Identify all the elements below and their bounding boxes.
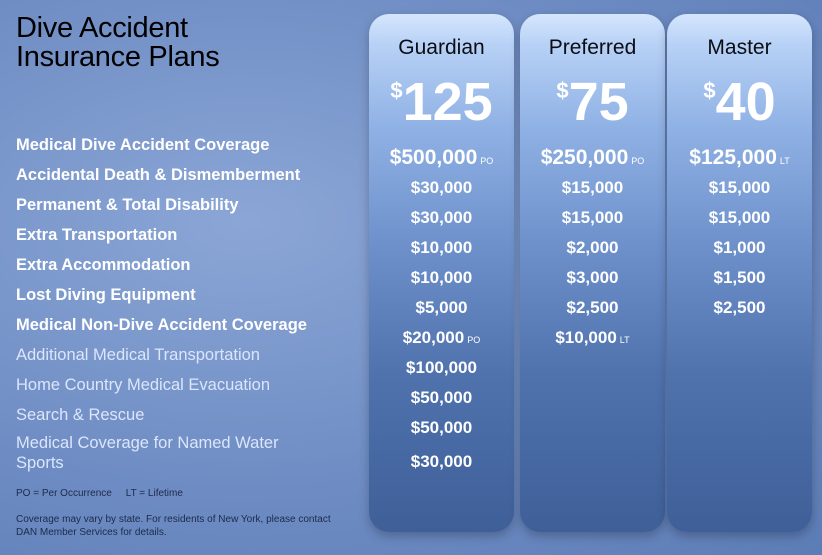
price-amount: 125 [402, 72, 493, 132]
plan-value: $10,000 [410, 268, 473, 287]
plan-column-guardian [369, 14, 514, 532]
coverage-tag: LT [619, 335, 630, 345]
plan-price [520, 74, 665, 130]
plan-name: Master [707, 36, 772, 59]
row-label-extra-accommodation: Extra Accommodation [16, 256, 191, 274]
plan-value-row-5 [520, 298, 665, 318]
plan-value: $250,000 [540, 146, 629, 169]
plan-value: $2,000 [566, 238, 619, 257]
row-label-non-dive: Medical Non-Dive Accident Coverage [16, 316, 307, 334]
title-line-1: Dive Accident [16, 12, 188, 44]
plan-value-row-3 [369, 238, 514, 258]
plan-value-row-4 [667, 268, 812, 288]
price-currency: $ [556, 78, 569, 103]
plan-value: $1,500 [713, 268, 766, 287]
plan-value: $50,000 [410, 388, 473, 407]
plan-value-row-5 [369, 298, 514, 318]
coverage-tag: PO [480, 156, 494, 166]
plan-value-row-3 [667, 238, 812, 258]
plan-value: $15,000 [561, 208, 624, 227]
price-amount: 75 [568, 72, 629, 132]
plan-value: $1,000 [713, 238, 766, 257]
plan-column-preferred [520, 14, 665, 532]
row-label-accidental-death: Accidental Death & Dismemberment [16, 166, 301, 184]
plan-value-row-5 [667, 298, 812, 318]
plan-value-row-6 [520, 328, 665, 348]
plan-name: Preferred [548, 36, 637, 59]
coverage-note: Coverage may vary by state. For residents of New York, please contact DAN Member Services for details. [16, 514, 331, 538]
row-label-lost-equipment: Lost Diving Equipment [16, 286, 196, 304]
plan-value: $15,000 [708, 178, 771, 197]
plan-value-row-9 [369, 418, 514, 438]
price-amount: 40 [715, 72, 776, 132]
plan-price [667, 74, 812, 130]
plan-value-row-2 [520, 208, 665, 228]
plan-value-row-1 [369, 178, 514, 198]
coverage-tag: PO [467, 335, 481, 345]
plan-value: $20,000 [402, 328, 465, 347]
plan-value: $15,000 [708, 208, 771, 227]
plan-value-row-8 [369, 388, 514, 408]
legend: PO = Per Occurrence LT = Lifetime [16, 488, 183, 499]
price-currency: $ [703, 78, 716, 103]
row-label-medical-dive: Medical Dive Accident Coverage [16, 136, 270, 154]
plan-value-row-4 [369, 268, 514, 288]
plan-value-row-0 [667, 146, 812, 170]
plan-value-row-2 [667, 208, 812, 228]
plan-value: $50,000 [410, 418, 473, 437]
coverage-tag: PO [631, 156, 645, 166]
plan-value: $2,500 [566, 298, 619, 317]
plan-value-row-0 [520, 146, 665, 170]
plan-value: $30,000 [410, 208, 473, 227]
plan-name: Guardian [398, 36, 485, 59]
plan-value-row-6 [369, 328, 514, 348]
plan-value: $500,000 [389, 146, 478, 169]
price-currency: $ [390, 78, 403, 103]
plan-value: $3,000 [566, 268, 619, 287]
title-line-2: Insurance Plans [16, 41, 220, 73]
plan-value: $125,000 [689, 146, 777, 169]
row-label-disability: Permanent & Total Disability [16, 196, 239, 214]
row-label-additional-transport: Additional Medical Transportation [16, 346, 260, 364]
plan-value-row-4 [520, 268, 665, 288]
plan-value: $10,000 [410, 238, 473, 257]
plan-value-row-1 [667, 178, 812, 198]
plan-value: $15,000 [561, 178, 624, 197]
plan-value: $5,000 [415, 298, 468, 317]
plan-value-row-3 [520, 238, 665, 258]
plan-column-master [667, 14, 812, 532]
row-label-search-rescue: Search & Rescue [16, 406, 145, 424]
row-label-home-evacuation: Home Country Medical Evacuation [16, 376, 271, 394]
plan-value: $100,000 [406, 358, 477, 377]
plan-price [369, 74, 514, 130]
plan-value-row-10 [369, 452, 514, 472]
row-label-water-sports: Medical Coverage for Named Water Sports [16, 434, 279, 472]
plan-value-row-0 [369, 146, 514, 170]
coverage-tag: LT [779, 156, 790, 166]
plan-value-row-1 [520, 178, 665, 198]
plan-value: $30,000 [410, 452, 473, 471]
plan-value: $10,000 [555, 328, 617, 347]
plan-value-row-2 [369, 208, 514, 228]
row-label-extra-transportation: Extra Transportation [16, 226, 178, 244]
plan-value: $2,500 [713, 298, 766, 317]
page-title [16, 14, 276, 72]
plan-value: $30,000 [410, 178, 473, 197]
plan-value-row-7 [369, 358, 514, 378]
